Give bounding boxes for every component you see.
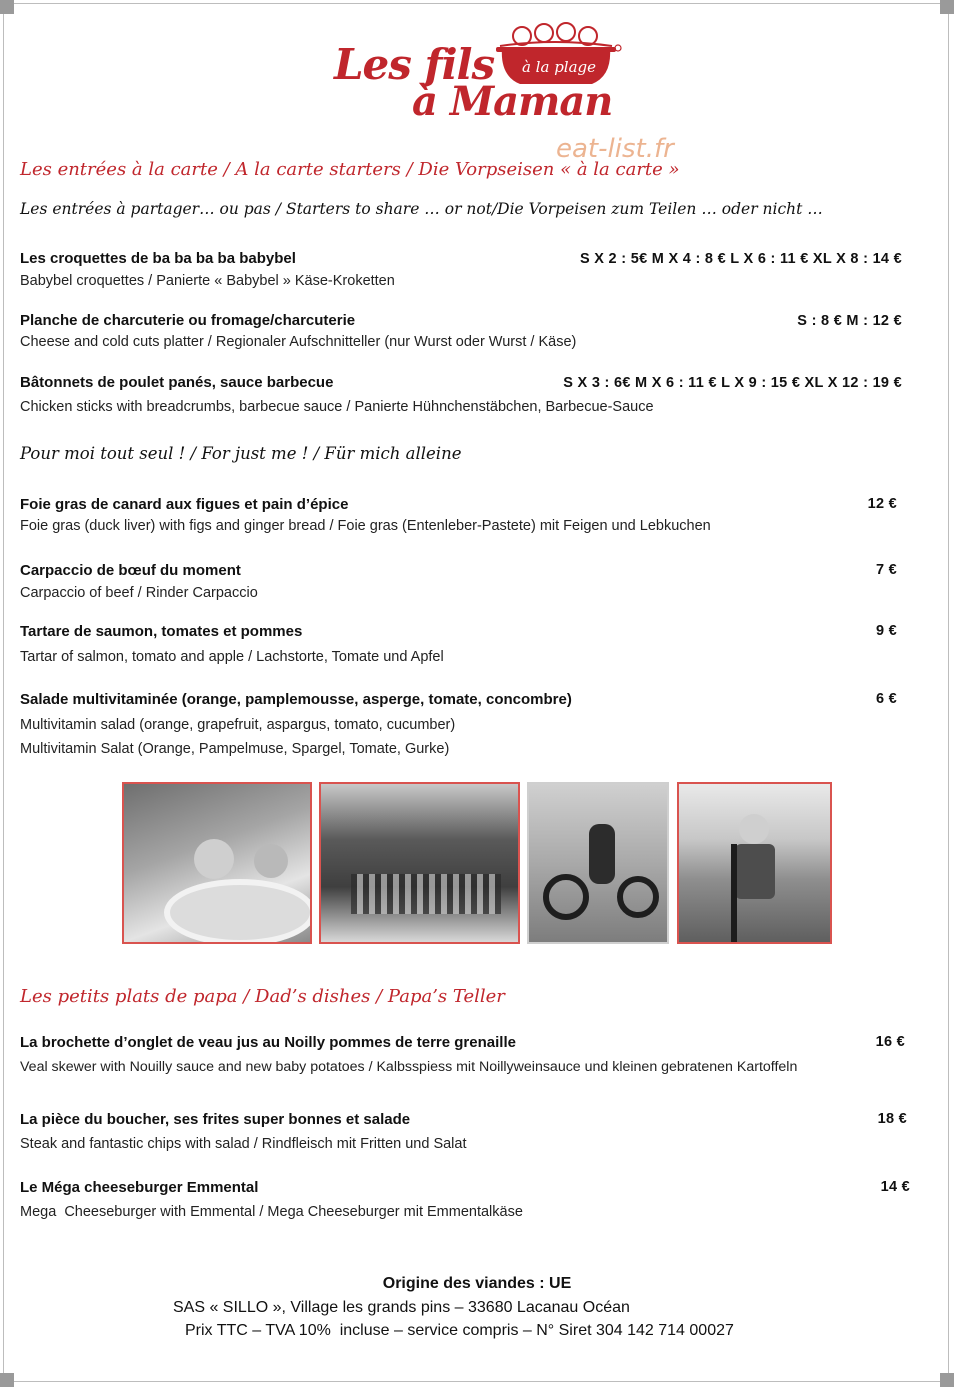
menu-item-desc: Steak and fantastic chips with salad / Rindfleisch mit Fritten und Salat — [20, 1136, 467, 1152]
footer-address: SAS « SILLO », Village les grands pins – 33680 Lacanau Océan — [173, 1299, 630, 1316]
menu-item-desc: Mega Cheeseburger with Emmental / Mega Cheeseburger mit Emmentalkäse — [20, 1204, 523, 1220]
menu-item-name: Planche de charcuterie ou fromage/charcuterie — [20, 312, 356, 329]
menu-item-desc: Cheese and cold cuts platter / Regionaler Aufschnitteller (nur Wurst oder Wurst / Käse) — [20, 334, 577, 350]
menu-item-price: 9 € — [875, 623, 897, 639]
photo-group — [319, 782, 520, 944]
menu-item-price: S X 3 : 6€ M X 6 : 11 € L X 9 : 15 € XL X 12 : 19 € — [563, 375, 902, 391]
menu-item-desc: Tartar of salmon, tomato and apple / Lachstorte, Tomate und Apfel — [20, 649, 444, 665]
menu-item-price: 14 € — [880, 1179, 910, 1195]
footer-legal: Prix TTC – TVA 10% incluse – service compris – N° Siret 304 142 714 00027 — [185, 1322, 734, 1339]
section-title-dad: Les petits plats de papa / Dad’s dishes / Papa’s Teller — [20, 986, 505, 1007]
watermark: eat-list.fr — [556, 134, 674, 164]
menu-item-desc: Multivitamin Salat (Orange, Pampelmuse, Spargel, Tomate, Gurke) — [20, 741, 450, 757]
menu-item-desc: Veal skewer with Nouilly sauce and new baby potatoes / Kalbsspiess mit Noillyweinsauce und kleinen gebratenen Kartoffeln — [20, 1059, 798, 1075]
photo-motorbike — [527, 782, 669, 944]
menu-item-desc: Babybel croquettes / Panierte « Babybel » Käse-Kroketten — [20, 273, 395, 289]
subsection-title-solo: Pour moi tout seul ! / For just me ! / Für mich alleine — [20, 444, 462, 463]
subsection-title-share: Les entrées à partager… ou pas / Starters to share … or not/Die Vorpeisen zum Teilen … oder nicht … — [20, 200, 823, 218]
menu-item-name: La brochette d’onglet de veau jus au Noilly pommes de terre grenaille — [20, 1034, 516, 1051]
menu-item-name: Foie gras de canard aux figues et pain d’épice — [20, 496, 349, 513]
logo-badge: à la plage — [521, 58, 597, 76]
menu-item-name: Le Méga cheeseburger Emmental — [20, 1179, 259, 1196]
photo-beach-child — [677, 782, 832, 944]
menu-item-desc: Foie gras (duck liver) with figs and ginger bread / Foie gras (Entenleber-Pastete) mit Feigen und Lebkuchen — [20, 518, 711, 534]
menu-item-price: 6 € — [875, 691, 897, 707]
logo-line-2: à Maman — [412, 78, 613, 125]
menu-item-desc: Carpaccio of beef / Rinder Carpaccio — [20, 585, 258, 601]
menu-item-price: 16 € — [875, 1034, 905, 1050]
section-title-starters: Les entrées à la carte / A la carte starters / Die Vorpseisen « à la carte » — [20, 159, 680, 180]
corner-mark — [940, 0, 954, 14]
menu-item-desc: Chicken sticks with breadcrumbs, barbecue sauce / Panierte Hühnchenstäbchen, Barbecue-Sauce — [20, 399, 654, 415]
menu-item-name: Tartare de saumon, tomates et pommes — [20, 623, 303, 640]
menu-item-price: 12 € — [867, 496, 897, 512]
corner-mark — [940, 1373, 954, 1387]
restaurant-logo — [330, 18, 630, 128]
menu-item-name: Salade multivitaminée (orange, pamplemousse, asperge, tomate, concombre) — [20, 691, 572, 708]
menu-item-name: La pièce du boucher, ses frites super bonnes et salade — [20, 1111, 411, 1128]
menu-item-price: S X 2 : 5€ M X 4 : 8 € L X 6 : 11 € XL X 8 : 14 € — [579, 251, 902, 267]
footer-meat-origin: Origine des viandes : UE — [382, 1275, 572, 1292]
menu-item-price: 7 € — [875, 562, 897, 578]
logo-line-1: Les fils — [334, 40, 495, 89]
menu-item-name: Bâtonnets de poulet panés, sauce barbecue — [20, 374, 334, 391]
menu-item-price: S : 8 € M : 12 € — [797, 313, 902, 329]
menu-item-name: Carpaccio de bœuf du moment — [20, 562, 241, 579]
menu-item-price: 18 € — [877, 1111, 907, 1127]
menu-item-name: Les croquettes de ba ba ba ba babybel — [20, 250, 296, 267]
photo-kids-pool — [122, 782, 312, 944]
corner-mark — [0, 1373, 14, 1387]
corner-mark — [0, 0, 14, 14]
menu-item-desc: Multivitamin salad (orange, grapefruit, aspargus, tomato, cucumber) — [20, 717, 456, 733]
